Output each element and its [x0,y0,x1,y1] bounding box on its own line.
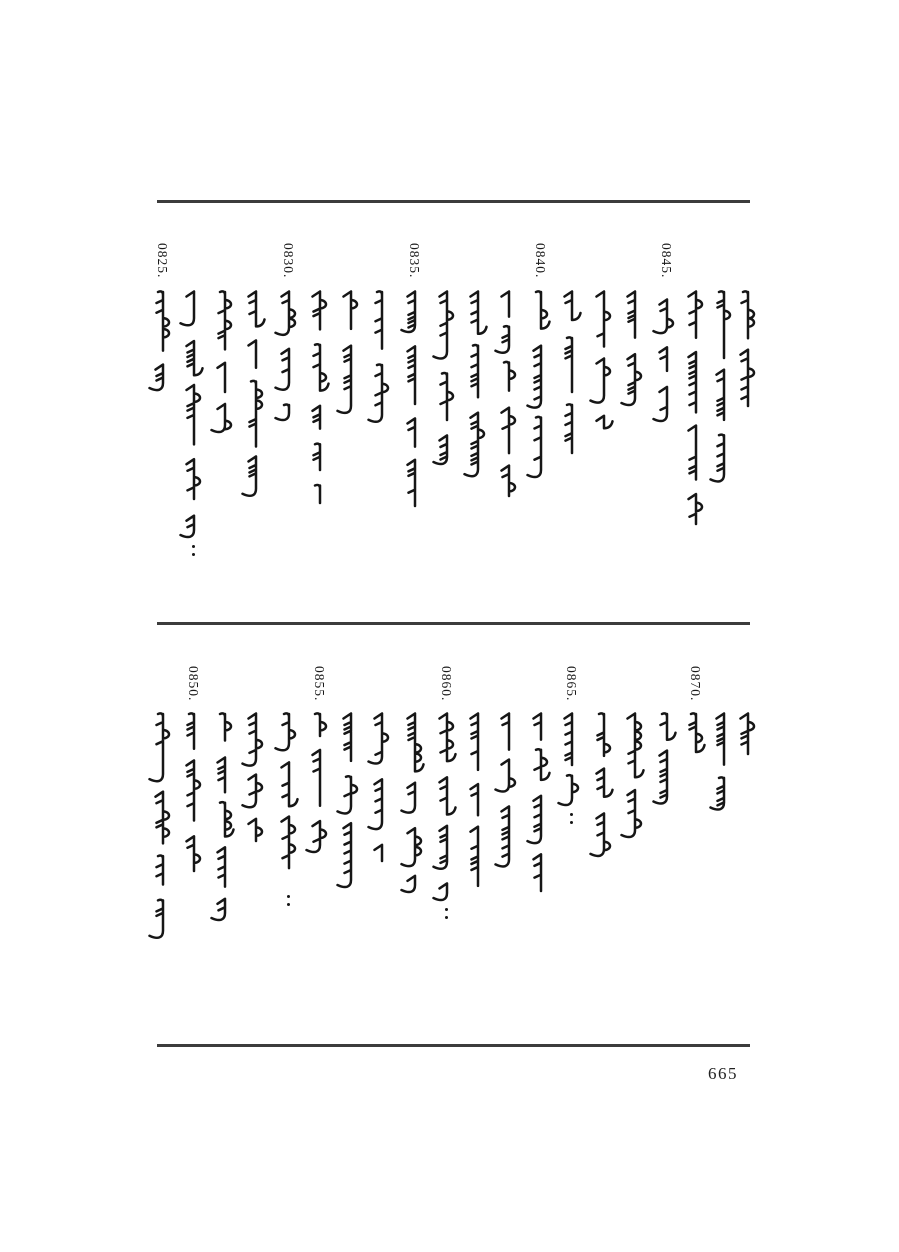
upper-block-script-column-4 [274,290,304,423]
entry-number-0835: 0835. [407,243,422,279]
upper-block-script-column-7 [367,290,397,440]
lower-block-script-column-10 [463,712,493,900]
page-number: 665 [708,1064,738,1083]
lower-block-script-column-9 [432,712,462,903]
top-rule [157,200,750,203]
entry-number-0860: 0860. [439,666,454,702]
lower-block-script-column-19 [733,712,763,758]
entry-number-0850: 0850. [186,666,201,702]
upper-block-script-column-12 [526,290,556,480]
upper-block-script-column-17 [681,290,711,528]
lower-block-script-column-6 [336,712,366,890]
upper-block-script-column-13 [557,290,587,457]
middle-rule [157,622,750,625]
lower-block-script-column-4 [274,712,304,890]
lower-block-script-column-8 [400,712,430,895]
entry-number-0865: 0865. [564,666,579,702]
entry-end-mark [192,545,196,561]
entry-number-0825: 0825. [155,243,170,279]
upper-block-script-column-9 [432,290,462,467]
lower-block-script-column-11 [494,712,524,885]
lower-block-script-column-7 [367,712,397,865]
entry-number-0870: 0870. [688,666,703,702]
entry-end-mark [570,813,574,829]
upper-block-script-column-5 [305,290,335,507]
entry-number-0845: 0845. [659,243,674,279]
upper-block-script-column-14 [589,290,619,432]
upper-block-script-column-8 [400,290,430,510]
bottom-rule [157,1044,750,1047]
lower-block-script-column-12 [526,712,556,895]
lower-block-script-column-5 [305,712,335,855]
upper-block-script-column-15 [620,290,650,408]
entry-number-0855: 0855. [312,666,327,702]
upper-block-script-column-11 [494,290,524,500]
lower-block-script-column-17 [681,712,711,767]
upper-block-script-column-2 [210,290,240,435]
lower-block-script-column-0 [148,712,178,957]
lower-block-script-column-2 [210,712,240,923]
entry-number-0830: 0830. [281,243,296,279]
upper-block-script-column-1 [179,290,209,540]
upper-block-script-column-16 [652,298,682,424]
lower-block-script-column-1 [179,712,209,875]
lower-block-script-column-15 [620,712,650,840]
upper-block-script-column-0 [148,290,178,408]
upper-block-script-column-10 [463,290,493,503]
lower-block-script-column-14 [589,712,619,880]
lower-block-script-column-16 [652,712,682,823]
lower-block-script-column-13 [557,712,587,808]
entry-end-mark [287,895,291,911]
upper-block-script-column-3 [241,290,271,508]
entry-number-0840: 0840. [533,243,548,279]
lower-block-script-column-3 [241,712,271,845]
upper-block-script-column-19 [733,290,763,410]
entry-end-mark [445,908,449,924]
upper-block-script-column-6 [336,290,366,433]
